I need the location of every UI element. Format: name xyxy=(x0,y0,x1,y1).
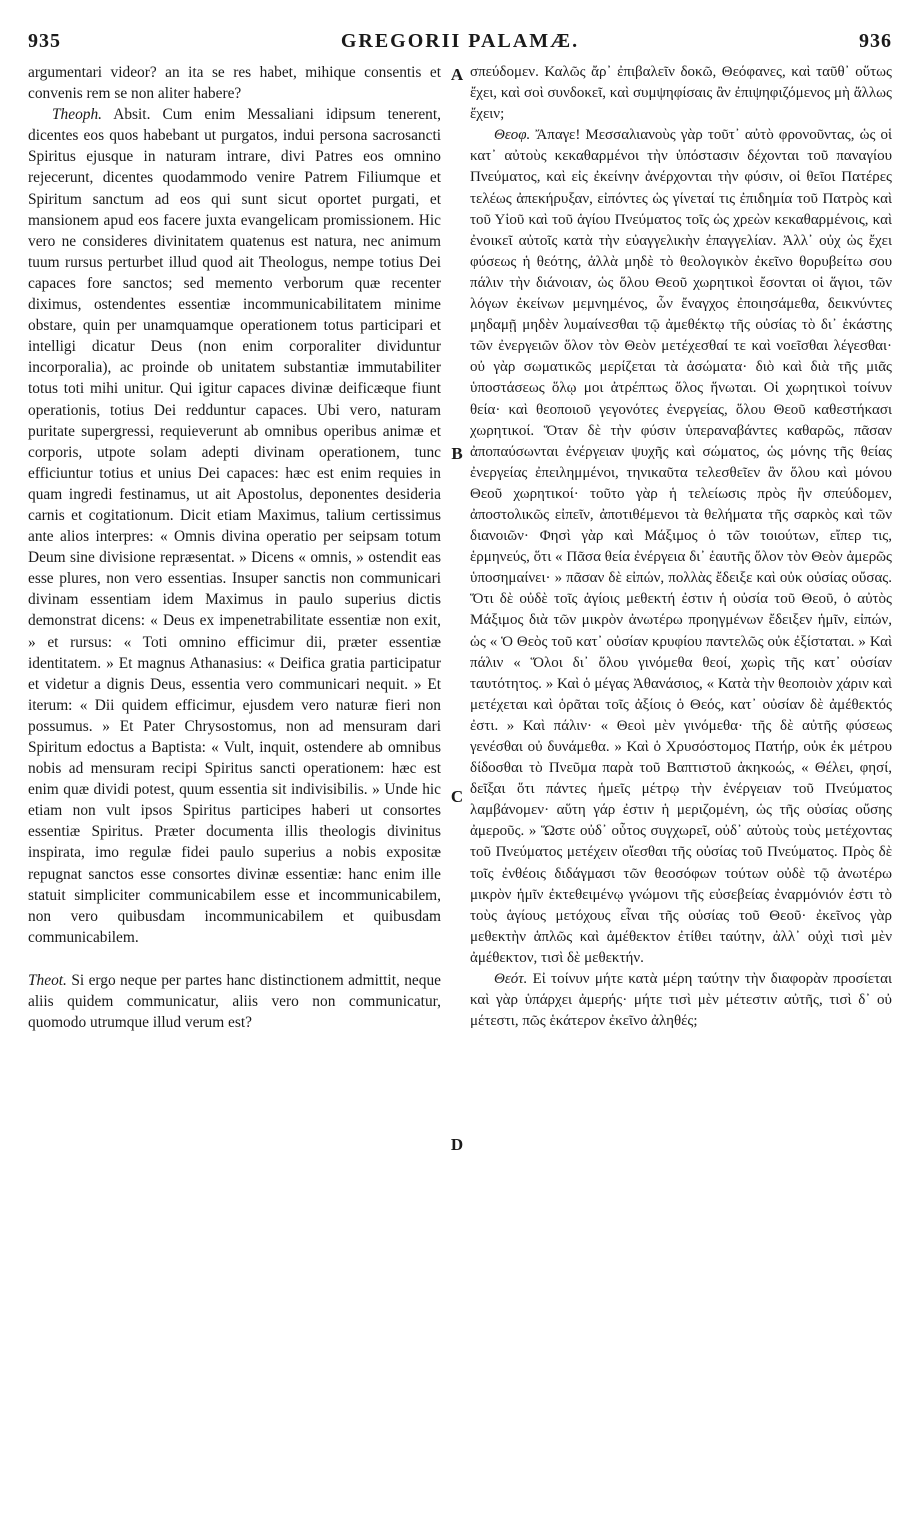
latin-paragraph xyxy=(28,104,441,948)
running-header xyxy=(28,30,892,62)
paragraph-gap xyxy=(28,948,441,970)
latin-column xyxy=(28,62,441,1033)
margin-letter-a: A xyxy=(450,65,464,84)
greek-text: Ἄπαγε! Μεσσαλιανοὺς γὰρ τοῦτ᾽ αὐτὸ φρονοῦντας, ὡς οἱ κατ᾽ αὐτοὺς κεκαθαρμένοι τὴν ὑπόστασιν δέχονται τοῦ παναγίου Πνεύματος, καὶ εἰς ἐκείνην ἀνέρχονται τὴν φύσιν, οἱ θεῖοι Πατέρες τελέως ἀπεκήρυξαν, εἰπόντες ὡς γίνεταί τις ἐπιδημία τοῦ Πατρὸς καὶ τοῦ Υἱοῦ καὶ τοῦ ἁγίου Πνεύματος τοῖς ὡς χρεὼν κεκαθαρμένοις, καὶ ἐνοικεῖ αὐτοῖς κατὰ τὴν εὐαγγελικὴν ἐπαγγελίαν. Ἀλλ᾽ οὐχ ὡς ἔχει φύσεως ἡ θεότης, ἀλλὰ μηδὲ τὸ θεολογικὸν ἐκεῖνο θορυβείτω σου πάλιν τὴν διάνοιαν, ὡς ὅλου Θεοῦ χωρητικοὶ ἔσονται οἱ ἅγιοι, τῶν λόγων ἐκείνων μεμνημένος, ὧν ἔναγχος ἐποιησάμεθα, δεικνύντες μηδαμῇ μηδὲν λυμαίνεσθαι τῷ ἀμεθέκτῳ τῆς οὐσίας τὸ δι᾽ ἑκάστης τῶν ἐνεργειῶν ὅλον τὸν Θεὸν μετέχεσθαί τε καὶ νοεῖσθαι λέγεσθαι· οὐ γὰρ σωματικῶς μερίζεται τὰ ἀσώματα· διὸ καὶ διὰ τῆς μιᾶς ὑποστάσεως ὅλῳ μοι ἀτρέπτως ὅλος ἥνωται. Οἱ χωρητικοὶ τοίνυν θεία· καὶ θεοποιοῦ γεγονότες ἐνεργείας, ὅλου Θεοῦ καθεστήκασι χωρητικοί. Ὅταν δὲ τὴν φύσιν ὑπεραναβάντες καθαρῶς, πᾶσαν ἀποπαύσωνται ἐνέργειαν ψυχῆς καὶ σώματος, ὡς μόνης τῆς θείας ἐνεργείας ἐπειλημμένοι, τηνικαῦτα τελεσθεῖεν ἂν ὅλου καὶ μόνου Θεοῦ χωρητικοί· τοῦτο γὰρ ἡ τελείωσις πρὸς ἣν σπεύδομεν, ἀποστολικῶς εἰπεῖν, ἀποτιθέμενοι τὰ θελήματα τῆς σαρκὸς καὶ τῶν διανοιῶν· Φησὶ γὰρ καὶ Μάξιμος ὁ τῶν τοιούτων, εἴπερ τις, ἑρμηνεύς, ὅτι « Πᾶσα θεία ἐνέργεια δι᾽ ἑαυτῆς ὅλον τὸν Θεὸν ἀμερῶς ὑποσημαίνει· » πᾶσαν δὲ εἰπών, πολλὰς ἔδειξε καὶ οὐκ οὐσίας οὔσας. Ὅτι δὲ οὐδὲ τοῖς ἁγίοις μεθεκτή ἐστιν ἡ οὐσία τοῦ Θεοῦ, ὁ αὐτὸς Μάξιμος διὰ τῶν μικρὸν ἀνωτέρω προηγμένων ἔδειξεν ἡμῖν, εἰπών, ὡς « Ὁ Θεὸς τοῦ κατ᾽ οὐσίαν κρυφίου παντελῶς οὐκ ἐξίσταται. » Καὶ πάλιν « Ὅλοι δι᾽ ὅλου γινόμεθα θεοί, χωρὶς τῆς κατ᾽ οὐσίαν ταυτότητος. » Καὶ ὁ μέγας Ἀθανάσιος, « Κατὰ τὴν θεοποιὸν χάριν καὶ μετέχεται καὶ ὁρᾶται τοῖς ἀξίοις ὁ Θεός, κατ᾽ οὐσίαν δὲ ἀμέθεκτός ἐστι. » Καὶ πάλιν· « Θεοὶ μὲν γινόμεθα· τῆς δὲ αὐτῆς φύσεως γενέσθαι οὐ δυνάμεθα. » Καὶ ὁ Χρυσόστομος Πατήρ, οὐκ ἐκ μέτρου δίδοσθαι τὸ Πνεῦμα παρὰ τοῦ Βαπτιστοῦ ἀκηκοώς, « Θέλει, φησί, δεῖξαι ὅτι πάντες ἡμεῖς μέτρῳ τὴν ἐνέργειαν τοῦ Πνεύματος λαμβάνομεν· αὕτη γάρ ἐστιν ἡ μεριζομένη, ὡς τῆς οὐσίας οὔσης ἀμεροῦς. » Ὥστε οὐδ᾽ οὗτος συγχωρεῖ, οὐδ᾽ αὐτοὺς τοὺς μετέχοντας τοῦ Πνεύματος μετέχειν οἴεσθαι τῆς οὐσίας τοῦ Πνεύματος. Πρὸς δὲ τοῖς ἐνθέοις διδάγμασι τῶν θεοσόφων τούτων οὐδὲ τῷ ἀνωτέρω μικρὸν ἡμῖν ἐκτεθειμένῳ γνώμονι τῆς εὐσεβείας ἐναρμόνιόν ἐστι τὸ τοὺς ἁγίους μετόχους εἶναι τῆς οὐσίας τοῦ Θεοῦ· ἐκεῖνος γὰρ μεθεκτὴν ἁπλῶς καὶ ἀμέθεκτον ἐτίθει ταύτην, ἀλλ᾽ οὐχὶ τισὶ μὲν ἀμέθεκτον, τισὶ δὲ μεθεκτήν. xyxy=(470,127,892,966)
speaker-label: Θεοφ. xyxy=(494,127,531,144)
margin-letter-b: B xyxy=(451,444,463,463)
latin-text: Si ergo neque per partes hanc distinctionem admittit, neque aliis quidem communicatur, aliis vero non communicatur, quomodo utrumque illud verum est? xyxy=(28,971,441,1032)
latin-paragraph xyxy=(28,970,441,1033)
page-number-left: 935 xyxy=(28,30,61,52)
running-title: GREGORII PALAMÆ. xyxy=(340,30,580,52)
speaker-label: Θεότ. xyxy=(494,971,528,988)
latin-text: argumentari videor? an ita se res habet, mihique consentis et convenis rem se non aliter habere? xyxy=(28,64,441,103)
greek-paragraph xyxy=(470,125,892,969)
greek-text: σπεύδομεν. Καλῶς ἄρ᾽ ἐπιβαλεῖν δοκῶ, Θεόφανες, καὶ ταῦθ᾽ οὕτως ἔχει, καὶ σοὶ συνδοκεῖ, καὶ συμψηφίσαις ἂν ἐπιψηφιζόμενος μὴ ἄλλως ἔχειν; xyxy=(470,64,892,123)
greek-column xyxy=(470,62,892,1032)
speaker-label: Theoph. xyxy=(52,106,103,124)
page xyxy=(28,30,892,1520)
margin-letter-c: C xyxy=(450,787,464,806)
greek-paragraph xyxy=(470,969,892,1032)
latin-paragraph xyxy=(28,62,441,104)
margin-letter-d: D xyxy=(450,1135,464,1154)
speaker-label: Theot. xyxy=(28,971,67,989)
greek-paragraph xyxy=(470,62,892,125)
greek-text: Εἰ τοίνυν μήτε κατὰ μέρη ταύτην τὴν διαφορὰν προσίεται καὶ γὰρ ὑπάρχει ἀμερής· μήτε τισὶ μὲν μέτεστιν αὐτῆς, τισὶ δ᾽ οὐ μέτεστι, πῶς ἑκάτερον ἐκεῖνο ἀληθές; xyxy=(470,971,893,1030)
page-number-right: 936 xyxy=(859,30,892,52)
latin-text: Absit. Cum enim Messaliani idipsum tenerent, dicentes eos quos habebant ut purgatos, indui persona sacrosancti Spiritus ejusque in naturam intrare, divi Patres eos omnino rejecerunt, dicentes quodammodo venire Patrem Filiumque et Spiritum sanctum ad eos qui sunt sicut oportet purgati, et mansionem apud eos facere juxta evangelicam promissionem. Hic vero ne consideres divinitatem quatenus est natura, nec animum tuum rursus perturbet illud quod ait Theologus, nempe totius Dei capaces fore sanctos; sed memento verborum quæ recenter diximus, ostendentes essentiæ incommunicabilitatem minime obstare, quin per unamquamque operationem totus participari et intelligi dicatur Deus (non enim corporaliter dividuntur incorporalia), ac proinde ob unitatem substantiæ immutabiliter totus toti mihi unitur. Qui igitur capaces divinæ deificæque fiunt operationis, totius Dei redduntur capaces. Ubi vero, naturam puritate supergressi, requieverunt ab omnibus operibus animæ et corporis, utpote solam adepti divinam operationem, tunc efficiuntur totius et unius Dei capaces: hæc est enim requies in quam ingredi festinamus, ut ait Apostolus, deponentes desideria carnis et cogitationum. Dicit etiam Maximus, talium certissimus ante alios interpres: « Omnis divina operatio per seipsam totum Deum sine divisione repræsentat. » Dicens « omnis, » ostendit eas esse plures, non vero essentias. Insuper sanctis non communicari divinam essentiam idem Maximus in paulo superius dictis demonstrat dicens: « Deus ex impenetrabilitate essentiæ non exit, » et rursus: « Toti omnino efficimur dii, præter essentiæ identitatem. » Et magnus Athanasius: « Deifica gratia participatur et videtur a dignis Deus, essentia vero communicari nequit. » Et iterum: « Dii quidem efficimur, ejusdem vero naturæ fieri non possumus. » Et Pater Chrysostomus, non ad mensuram dari Spiritum edoctus a Baptista: « Vult, inquit, ostendere ab omnibus nobis ad mensuram recipi Spiritus sancti operationem: hæc est enim quæ dividi potest, quum essentia sit indivisibilis. » Unde hic etiam non vult ipsos Spiritus participes haberi ut consortes essentiæ Spiritus. Præter documenta illis theologis divinitus inspirata, imo regulæ fidei paulo superius a nobis expositæ repugnat sanctos esse consortes divinæ essentiæ: hanc enim ille statuit simpliciter communicabilem esse et incommunicabilem, non vero quibusdam incommunicabilem et quibusdam communicabilem. xyxy=(28,106,441,946)
text-columns xyxy=(28,62,892,1502)
